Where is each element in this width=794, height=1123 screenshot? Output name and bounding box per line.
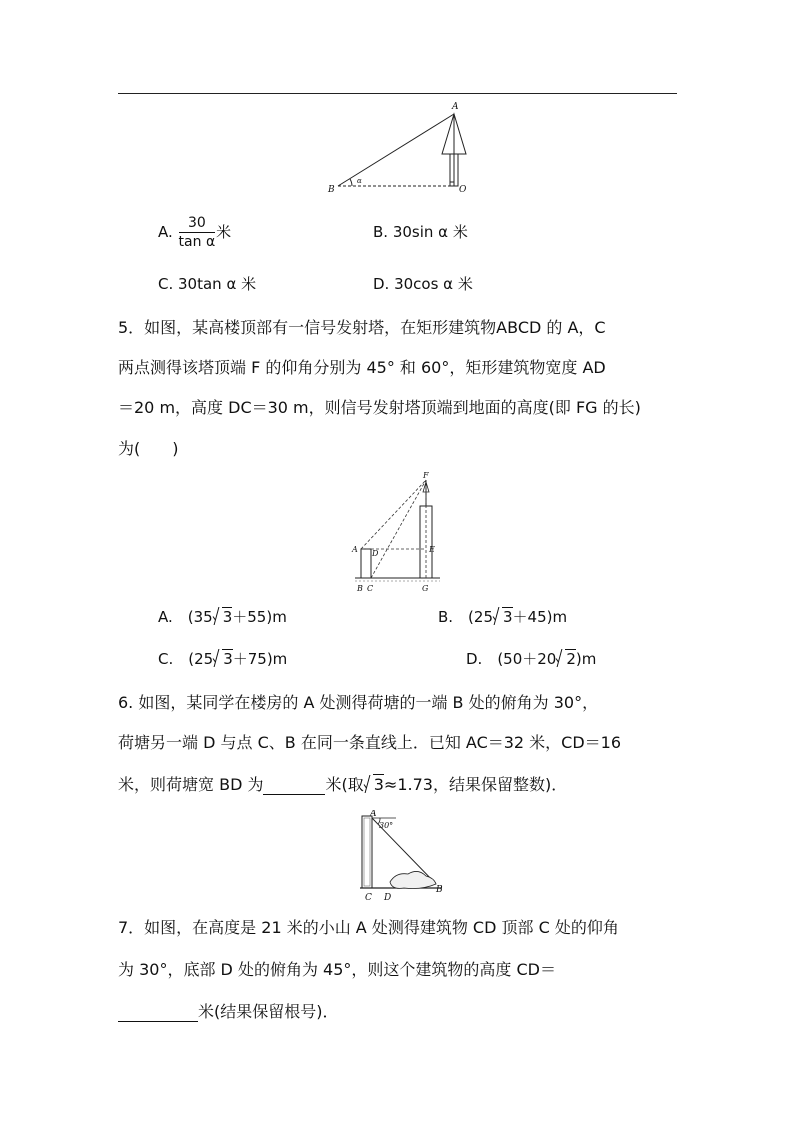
figure-building-tower [345, 470, 450, 595]
q4-option-b: B. 30sin α 米 [373, 223, 468, 241]
label-b: B [328, 185, 335, 195]
q5-line-2: 两点测得该塔顶端 F 的仰角分别为 45° 和 60°，矩形建筑物宽度 AD [118, 358, 606, 377]
q7-line-3: 米(结果保留根号)． [118, 1002, 339, 1022]
q6-line-1: 6. 如图，某同学在楼房的 A 处测得荷塘的一端 B 处的俯角为 30°， [118, 693, 599, 712]
label-a: A [370, 810, 377, 819]
figure-pond [352, 810, 452, 905]
q6-line-2: 荷塘另一端 D 与点 C、B 在同一条直线上．已知 AC＝32 米，CD＝16 [118, 733, 622, 752]
label-d: D [372, 549, 379, 558]
q6-line-3: 米，则荷塘宽 BD 为 米(取 3≈1.73，结果保留整数)． [118, 775, 568, 794]
q4-option-a-numerator: 30 [179, 214, 216, 233]
label-a: A [352, 545, 358, 554]
figure-tower-elevation [320, 100, 500, 200]
label-e: E [429, 545, 435, 554]
q5-option-a: A. (35 3＋55)m [158, 608, 287, 626]
q4-option-a-unit: 米 [216, 223, 232, 241]
q4-option-a [158, 210, 231, 254]
q5-option-b: B. (25 3＋45)m [438, 608, 568, 626]
header-rule [118, 93, 677, 94]
label-b: B [357, 584, 363, 593]
label-alpha: α [357, 177, 362, 185]
q4-option-a-prefix: A. [158, 223, 173, 241]
q5-option-d: D. (50＋20 2)m [466, 650, 597, 668]
q6-answer-blank [263, 778, 325, 795]
q4-option-a-denominator: tan α [178, 234, 216, 250]
q7-line-1: 7．如图，在高度是 21 米的小山 A 处测得建筑物 CD 顶部 C 处的仰角 [118, 918, 619, 937]
q7-line-2: 为 30°，底部 D 处的俯角为 45°，则这个建筑物的高度 CD＝ [118, 960, 556, 979]
q4-option-c: C. 30tan α 米 [158, 275, 257, 293]
q5-line-3: ＝20 m，高度 DC＝30 m，则信号发射塔顶端到地面的高度(即 FG 的长) [118, 398, 641, 417]
q7-answer-blank [118, 1005, 198, 1022]
label-d: D [384, 893, 392, 903]
label-angle: 30° [379, 821, 394, 830]
q5-line-4: 为( ) [118, 439, 179, 458]
q4-option-d: D. 30cos α 米 [373, 275, 473, 293]
label-o: O [459, 185, 467, 195]
label-g: G [422, 584, 429, 593]
label-a: A [452, 102, 459, 112]
q4-option-a-fraction [179, 214, 216, 251]
label-c: C [367, 584, 374, 593]
q5-line-1: 5．如图，某高楼顶部有一信号发射塔，在矩形建筑物ABCD 的 A，C [118, 318, 606, 337]
q5-option-c: C. (25 3＋75)m [158, 650, 288, 668]
label-b: B [436, 885, 443, 895]
label-f: F [423, 471, 429, 480]
label-c: C [365, 893, 372, 903]
